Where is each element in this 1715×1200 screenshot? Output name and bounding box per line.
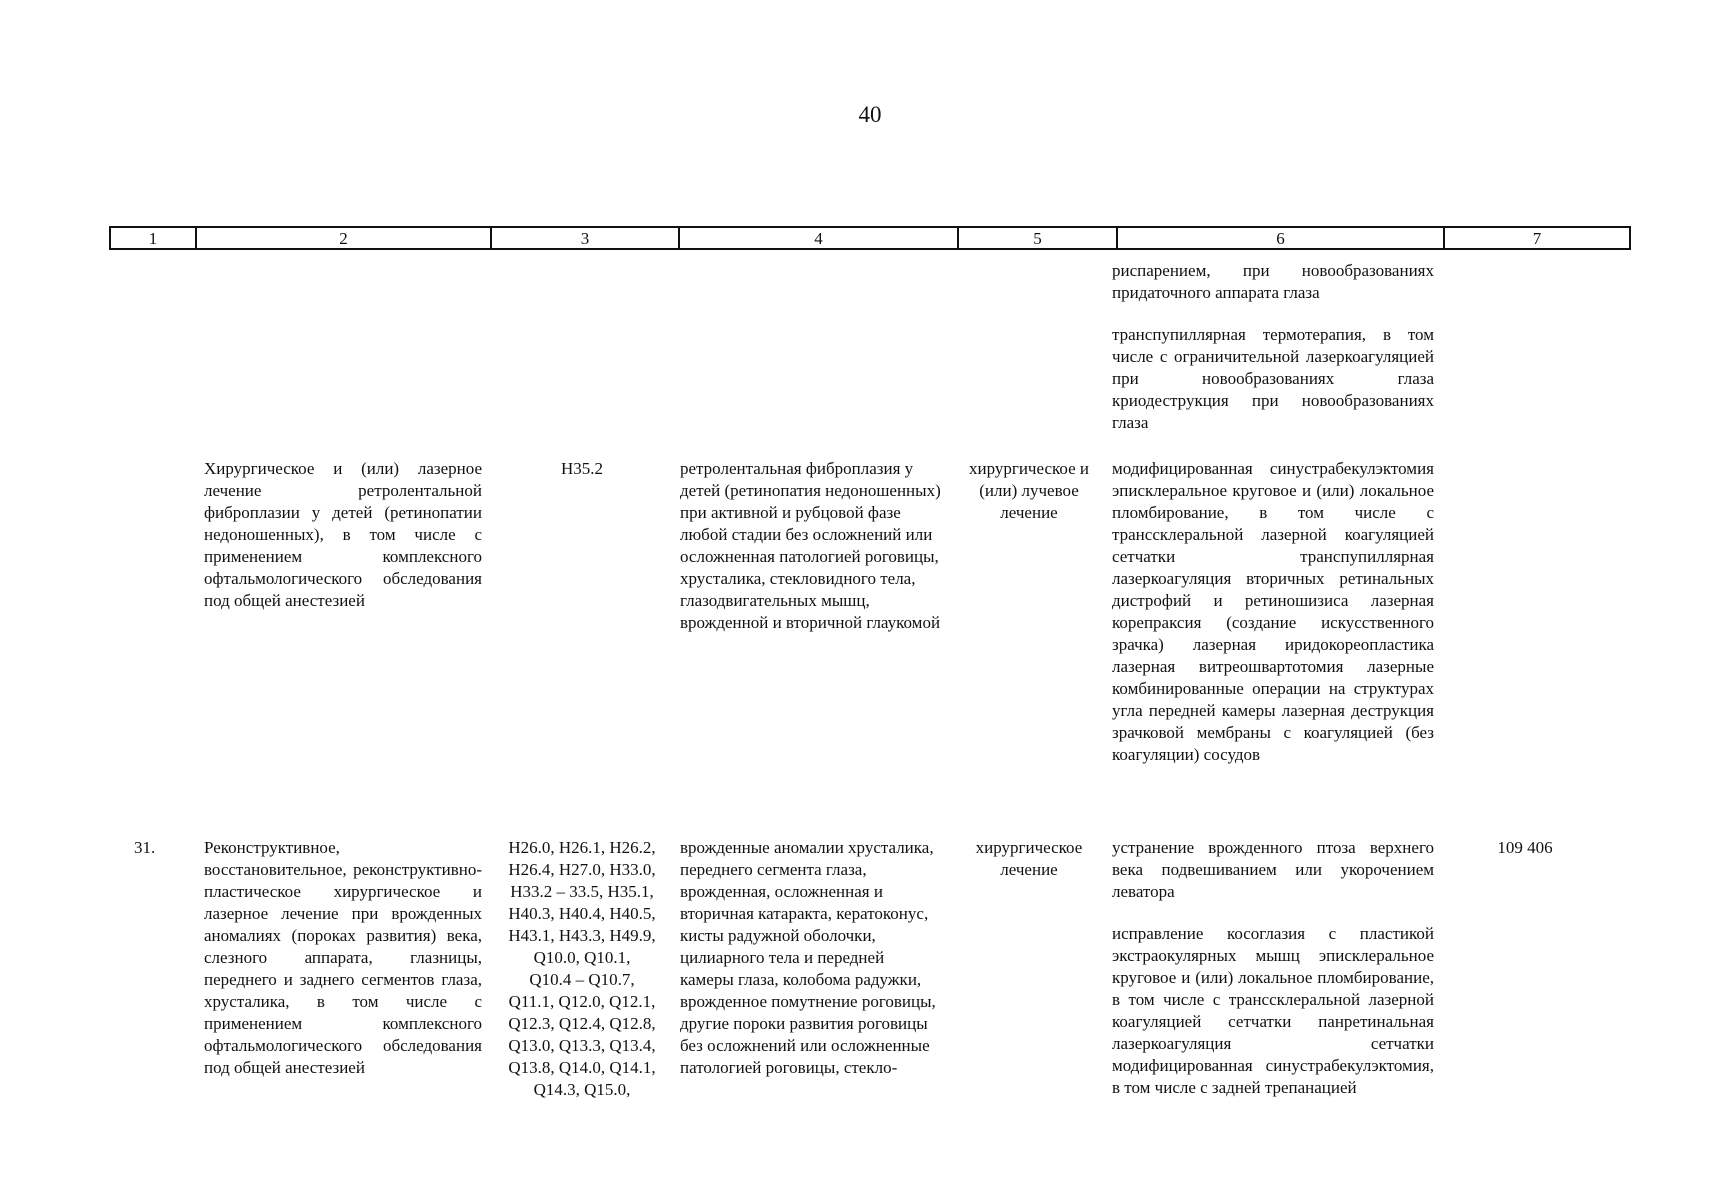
icd-code-line: Q10.4 – Q10.7, <box>529 970 635 989</box>
icd-code-line: H43.1, H43.3, H49.9, <box>508 926 656 945</box>
row-31-icd-codes <box>492 837 672 1101</box>
header-col-5: 5 <box>1033 229 1042 248</box>
header-col-4: 4 <box>814 229 823 248</box>
row-31-method <box>1112 837 1434 1099</box>
page-number: 40 <box>858 102 882 127</box>
icd-code-line: Q11.1, Q12.0, Q12.1, <box>508 992 656 1011</box>
icd-code-line: Q10.0, Q10.1, <box>533 948 631 967</box>
header-col-2: 2 <box>339 229 348 248</box>
row-31-cost: 109 406 <box>1497 838 1553 857</box>
method-text: транспупиллярная термотерапия, в том числе с ограничительной лазеркоагуляцией при новообразованиях глаза криодеструкция при новообразованиях глаза <box>1112 325 1434 432</box>
rop-row-method: модифицированная синустрабекулэктомия эписклеральное круговое и (или) локальное пломбирование, в том числе с транссклеральной лазерной коагуляцией сетчатки транспупиллярная лазеркоагуляция вторичных ретинальных дистрофий и ретиношизиса лазерная корепраксия (создание искусственного зрачка) лазерная иридокореопластика лазерная витреошвартотомия лазерные комбинированные операции на структурах угла передней камеры лазерная деструкция зрачковой мембраны с коагуляцией (без коагуляции) сосудов <box>1112 459 1434 764</box>
icd-code-line: H40.3, H40.4, H40.5, <box>508 904 656 923</box>
rop-row-diagnosis: ретролентальная фиброплазия у детей (ретинопатия недоношенных) при активной и рубцовой фазе любой стадии без осложнений или осложненная патологией роговицы, хрусталика, стекловидного тела, глазодвигательных мышц, врожденной и вторичной глаукомой <box>680 459 941 632</box>
icd-code-line: Q13.8, Q14.0, Q14.1, <box>508 1058 656 1077</box>
header-col-3: 3 <box>580 229 590 248</box>
header-col-7: 7 <box>1532 229 1542 248</box>
rop-row-treatment-type: хирургическое и (или) лучевое лечение <box>968 459 1089 522</box>
icd-code-line: H33.2 – 33.5, H35.1, <box>510 882 654 901</box>
method-text: исправление косоглазия с пластикой экстраокулярных мышц эписклеральное круговое и (или) локальное пломбирование, в том числе с транссклеральной лазерной коагуляцией сетчатки панретинальная лазеркоагуляция сетчатки модифицированная синустрабекулэктомия, в том числе с задней трепанацией <box>1112 924 1434 1097</box>
row-31-diagnosis: врожденные аномалии хрусталика, переднего сегмента глаза, врожденная, осложненная и вторичная катаракта, кератоконус, кисты радужной оболочки, цилиарного тела и передней камеры глаза, колобома радужки, врожденное помутнение роговицы, другие пороки развития роговицы без осложнений или осложненные патологией роговицы, стекло- <box>680 838 936 1077</box>
row-31-number: 31. <box>134 838 156 857</box>
rop-row-icd-codes: H35.2 <box>560 459 604 478</box>
icd-code-line: Q13.0, Q13.3, Q13.4, <box>508 1036 656 1055</box>
row-31-treatment-type: хирургическое лечение <box>975 838 1083 879</box>
rop-row-treatment-name: Хирургическое и (или) лазерное лечение ретролентальной фиброплазии у детей (ретинопатии недоношенных), в том числе с применением комплексного офтальмологического обследования под общей анестезией <box>204 459 482 610</box>
header-col-1: 1 <box>148 229 158 248</box>
method-text: устранение врожденного птоза верхнего века подвешиванием или укорочением леватора <box>1112 838 1434 901</box>
icd-code-line: Q12.3, Q12.4, Q12.8, <box>508 1014 656 1033</box>
icd-code-line: Q14.3, Q15.0, <box>533 1080 631 1099</box>
continuation-cell-col6 <box>1112 260 1434 434</box>
icd-code-line: H26.4, H27.0, H33.0, <box>508 860 656 879</box>
table-header-row <box>109 226 1631 250</box>
row-31-treatment-name: Реконструктивное, восстановительное, реконструктивно-пластическое хирургическое и лазерное лечение при врожденных аномалиях (пороках развития) века, слезного аппарата, глазницы, переднего и заднего сегментов глаза, хрусталика, в том числе с применением комплексного офтальмологического обследования под общей анестезией <box>204 838 482 1077</box>
icd-code-line: H26.0, H26.1, H26.2, <box>508 838 656 857</box>
method-text: риспарением, при новообразованиях придаточного аппарата глаза <box>1112 261 1434 302</box>
header-col-6: 6 <box>1276 229 1285 248</box>
